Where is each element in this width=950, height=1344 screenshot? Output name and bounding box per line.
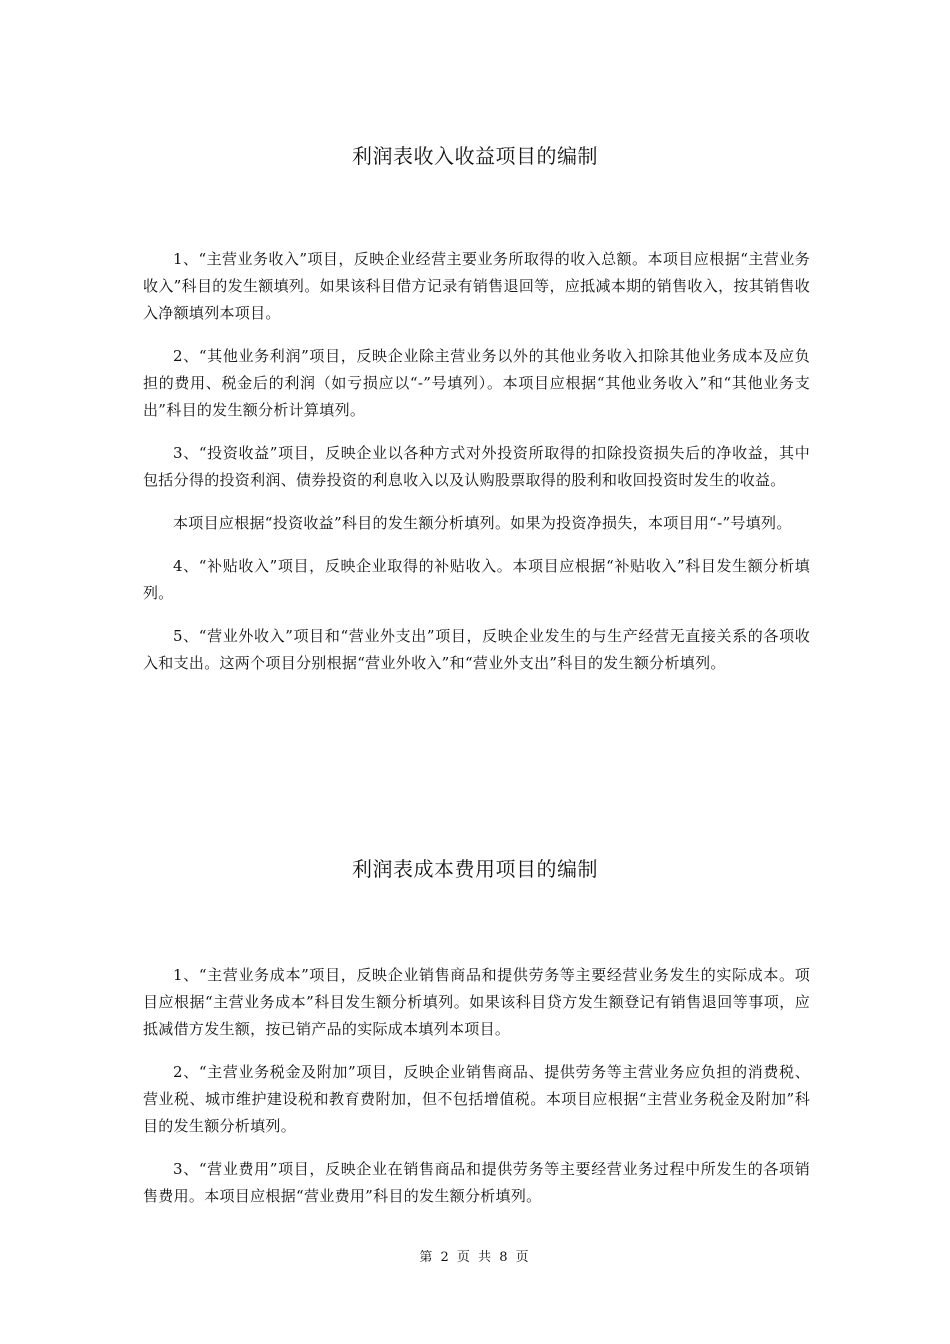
page-number-footer: 第 2 页 共 8 页 [419,1250,531,1265]
paragraph: 2、“其他业务利润”项目，反映企业除主营业务以外的其他业务收入扣除其他业务成本及应负担的费用、税金后的利润（如亏损应以“-”号填列）。本项目应根据“其他业务收入”和“其他业务支出”科目的发生额分析计算填列。 [143,347,810,419]
paragraph: 1、“主营业务收入”项目，反映企业经营主要业务所取得的收入总额。本项目应根据“主营业务收入”科目的发生额填列。如果该科目借方记录有销售退回等，应抵减本期的销售收入，按其销售收入净额填列本项目。 [143,250,810,322]
paragraph: 本项目应根据“投资收益”科目的发生额分析填列。如果为投资净损失，本项目用“-”号填列。 [173,514,792,532]
section-title: 利润表收入收益项目的编制 [352,144,598,168]
paragraph: 5、“营业外收入”项目和“营业外支出”项目，反映企业发生的与生产经营无直接关系的各项收入和支出。这两个项目分别根据“营业外收入”和“营业外支出”科目的发生额分析填列。 [143,627,810,672]
paragraph: 3、“投资收益”项目，反映企业以各种方式对外投资所取得的扣除投资损失后的净收益，其中包括分得的投资利润、债券投资的利息收入以及认购股票取得的股利和收回投资时发生的收益。 [143,444,810,489]
paragraph: 1、“主营业务成本”项目，反映企业销售商品和提供劳务等主要经营业务发生的实际成本。项目应根据“主营业务成本”科目发生额分析填列。如果该科目贷方发生额登记有销售退回等事项，应抵减借方发生额，按已销产品的实际成本填列本项目。 [143,966,810,1038]
paragraph: 2、“主营业务税金及附加”项目，反映企业销售商品、提供劳务等主营业务应负担的消费税、营业税、城市维护建设税和教育费附加，但不包括增值税。本项目应根据“主营业务税金及附加”科目的发生额分析填列。 [143,1063,810,1135]
section-body [143,962,810,1226]
paragraph: 4、“补贴收入”项目，反映企业取得的补贴收入。本项目应根据“补贴收入”科目发生额分析填列。 [143,557,810,602]
section-body [143,246,810,693]
paragraph: 3、“营业费用”项目，反映企业在销售商品和提供劳务等主要经营业务过程中所发生的各项销售费用。本项目应根据“营业费用”科目的发生额分析填列。 [143,1160,810,1205]
section-title: 利润表成本费用项目的编制 [352,857,598,881]
